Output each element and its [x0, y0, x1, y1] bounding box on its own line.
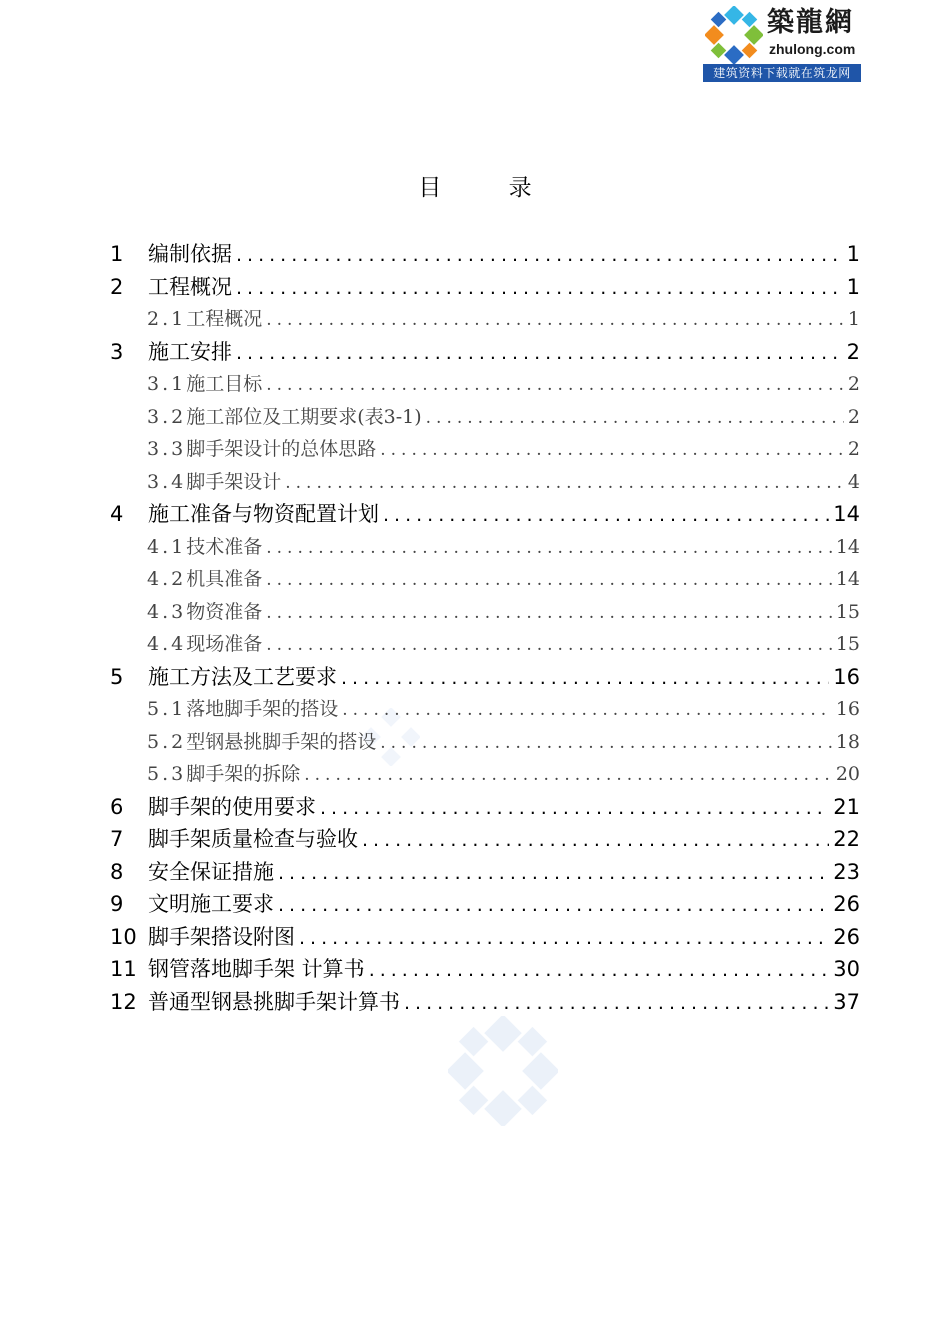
toc-entry-number: 8: [110, 859, 124, 884]
toc-entry-title: 编制依据: [148, 242, 232, 266]
toc-entry-title: 技术准备: [186, 535, 263, 558]
toc-entry-number: 12: [110, 989, 137, 1014]
toc-dot-leader: [369, 954, 830, 987]
toc-dot-leader: [320, 792, 829, 825]
watermark-logo-icon: [448, 1016, 558, 1126]
toc-dot-leader: [266, 564, 832, 597]
toc-entry-title: 施工方法及工艺要求: [148, 664, 337, 689]
toc-entry-number: 2.1: [147, 308, 187, 330]
toc-entry-chapter[interactable]: [110, 498, 860, 531]
toc-page-number: 2: [847, 373, 860, 395]
toc-page-number: 1: [846, 242, 860, 266]
toc-page-number: 30: [833, 957, 860, 981]
toc-dot-leader: [266, 304, 844, 337]
toc-dot-leader: [266, 532, 832, 565]
toc-entry-title: 现场准备: [186, 633, 263, 655]
toc-entry-chapter[interactable]: [110, 661, 860, 694]
toc-dot-leader: [266, 629, 832, 662]
toc-entry-chapter[interactable]: [110, 823, 860, 856]
toc-entry-chapter[interactable]: [110, 856, 860, 889]
toc-entry-section[interactable]: [110, 531, 860, 564]
toc-entry-title: 工程概况: [186, 308, 263, 330]
toc-page-number: 37: [833, 989, 860, 1014]
toc-dot-leader: [266, 369, 844, 402]
toc-page-number: 14: [833, 502, 860, 526]
logo-top-panel: [703, 4, 861, 64]
toc-entry-number: 5: [110, 664, 124, 689]
toc-entry-section[interactable]: [110, 401, 860, 434]
toc-page-number: 14: [835, 568, 860, 590]
toc-page-number: 21: [833, 794, 860, 819]
toc-dot-leader: [426, 402, 844, 435]
toc-page-number: 2: [847, 438, 860, 460]
toc-dot-leader: [299, 922, 829, 955]
toc-page-number: 16: [835, 698, 860, 720]
toc-entry-chapter[interactable]: [110, 271, 860, 304]
toc-entry-title: 钢管落地脚手架 计算书: [148, 957, 365, 981]
toc-page-number: 18: [835, 730, 860, 753]
toc-page-number: 16: [833, 664, 860, 689]
toc-entry-number: 1: [110, 242, 124, 266]
toc-entry-number: 4.1: [147, 535, 187, 558]
toc-entry-chapter[interactable]: [110, 336, 860, 369]
toc-dot-leader: [342, 694, 832, 727]
toc-entry-title: 脚手架设计: [186, 470, 282, 493]
toc-page-number: 2: [846, 339, 860, 364]
toc-entry-title: 脚手架质量检查与验收: [148, 827, 358, 851]
toc-entry-title: 脚手架设计的总体思路: [186, 438, 377, 460]
toc-dot-leader: [278, 889, 829, 922]
toc-entry-number: 6: [110, 794, 124, 819]
toc-dot-leader: [236, 337, 843, 370]
toc-heading: 目 录: [418, 175, 562, 201]
toc-dot-leader: [236, 272, 843, 305]
toc-entry-section[interactable]: [110, 693, 860, 726]
toc-page-number: 22: [833, 827, 860, 851]
toc-dot-leader: [341, 662, 829, 695]
toc-page-number: 23: [833, 859, 860, 884]
toc-dot-leader: [266, 597, 832, 630]
toc-entry-chapter[interactable]: [110, 888, 860, 921]
toc-entry-number: 5.3: [147, 763, 187, 785]
toc-entry-number: 5.1: [147, 698, 187, 720]
toc-entry-chapter[interactable]: [110, 238, 860, 271]
toc-entry-title: 落地脚手架的搭设: [186, 698, 339, 720]
toc-entry-number: 4.3: [147, 600, 187, 623]
logo-chinese-name: 築龍網: [767, 7, 854, 38]
toc-dot-leader: [285, 467, 844, 500]
toc-entry-title: 施工安排: [148, 339, 232, 364]
toc-entry-number: 9: [110, 892, 124, 916]
toc-entry-title: 普通型钢悬挑脚手架计算书: [148, 989, 400, 1014]
toc-page-number: 1: [847, 308, 860, 330]
toc-entry-section[interactable]: [110, 758, 860, 791]
toc-dot-leader: [236, 239, 843, 272]
toc-dot-leader: [362, 824, 829, 857]
toc-entry-chapter[interactable]: [110, 791, 860, 824]
toc-page-number: 26: [833, 924, 860, 949]
toc-entry-number: 3: [110, 339, 124, 364]
toc-entry-section[interactable]: [110, 596, 860, 629]
toc-dot-leader: [278, 857, 829, 890]
toc-entry-title: 脚手架的拆除: [186, 763, 301, 785]
toc-page-number: 1: [846, 274, 860, 299]
toc-entry-title: 工程概况: [148, 274, 232, 299]
toc-entry-number: 7: [110, 827, 124, 851]
toc-entry-title: 文明施工要求: [148, 892, 274, 916]
logo-tagline: 建筑资料下载就在筑龙网: [703, 64, 861, 82]
toc-entry-title: 施工准备与物资配置计划: [148, 502, 379, 526]
toc-entry-title: 安全保证措施: [148, 859, 274, 884]
toc-entry-chapter[interactable]: [110, 986, 860, 1019]
toc-entry-chapter[interactable]: [110, 921, 860, 954]
toc-entry-section[interactable]: [110, 726, 860, 759]
toc-entry-section[interactable]: [110, 368, 860, 401]
toc-dot-leader: [380, 727, 832, 760]
toc-page-number: 20: [835, 763, 860, 785]
toc-entry-title: 施工目标: [186, 373, 263, 395]
toc-dot-leader: [304, 759, 832, 792]
toc-entry-section[interactable]: [110, 628, 860, 661]
toc-entry-number: 3.1: [147, 373, 187, 395]
toc-entry-number: 5.2: [147, 730, 187, 753]
toc-entry-number: 4: [110, 502, 124, 526]
toc-entry-number: 2: [110, 274, 124, 299]
zhulong-mark-icon: [705, 6, 763, 64]
toc-entry-title: 施工部位及工期要求(表3-1): [186, 405, 422, 428]
toc-entry-title: 机具准备: [186, 568, 263, 590]
toc-dot-leader: [383, 499, 829, 532]
toc-entry-section[interactable]: [110, 303, 860, 336]
toc-dot-leader: [380, 434, 844, 467]
toc-page-number: 26: [833, 892, 860, 916]
toc-entry-section[interactable]: [110, 433, 860, 466]
toc-entry-number: 10: [110, 924, 137, 949]
toc-entry-number: 3.4: [147, 470, 187, 493]
toc-entry-title: 物资准备: [186, 600, 263, 623]
toc-entry-title: 脚手架的使用要求: [148, 794, 316, 819]
toc-entry-title: 型钢悬挑脚手架的搭设: [186, 730, 377, 753]
toc-entry-chapter[interactable]: [110, 953, 860, 986]
toc-entry-section[interactable]: [110, 563, 860, 596]
toc-page-number: 2: [847, 405, 860, 428]
toc-entry-number: 3.2: [147, 405, 187, 428]
toc-page-number: 14: [835, 535, 860, 558]
toc-entry-section[interactable]: [110, 466, 860, 499]
toc-entry-number: 4.2: [147, 568, 187, 590]
toc-page-number: 4: [847, 470, 860, 493]
toc-dot-leader: [404, 987, 829, 1020]
logo-domain: zhulong.com: [769, 41, 856, 57]
toc-entry-number: 4.4: [147, 633, 187, 655]
toc-page-number: 15: [835, 600, 860, 623]
toc-entry-number: 3.3: [147, 438, 187, 460]
table-of-contents: [110, 238, 860, 1018]
toc-entry-number: 11: [110, 957, 137, 981]
zhulong-logo[interactable]: [703, 4, 861, 82]
toc-page-number: 15: [835, 633, 860, 655]
toc-entry-title: 脚手架搭设附图: [148, 924, 295, 949]
